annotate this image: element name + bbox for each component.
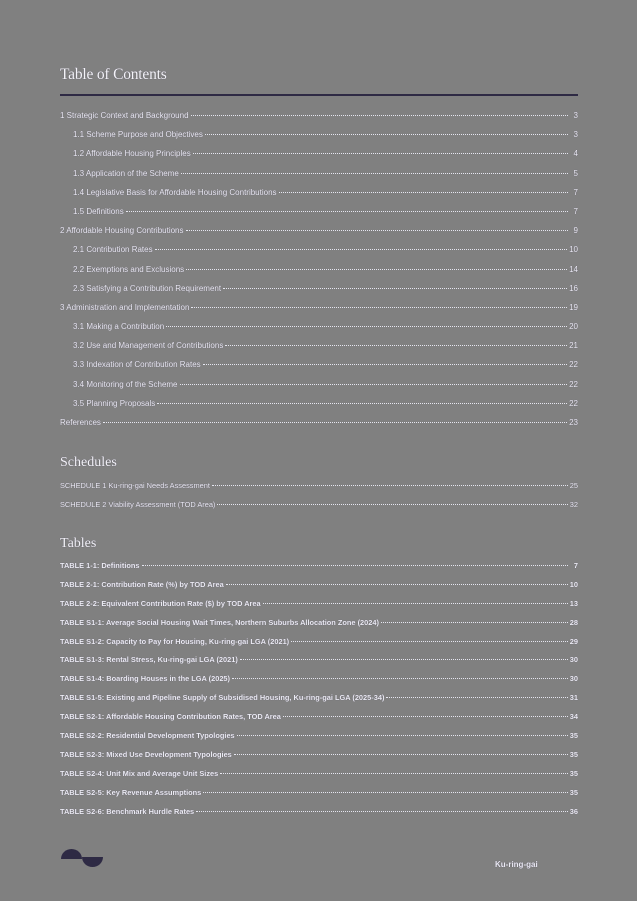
- dot-leader: [283, 716, 568, 717]
- toc-entry-page: 3: [573, 111, 578, 120]
- toc-entry-label: TABLE 2-1: Contribution Rate (%) by TOD Area: [60, 579, 224, 589]
- toc-entry-label: 3.5 Planning Proposals: [73, 398, 156, 408]
- toc-entry[interactable]: [60, 298, 578, 317]
- tables-heading: Tables: [60, 536, 97, 551]
- dot-leader: [166, 326, 567, 327]
- toc-entry-page: 32: [569, 500, 578, 510]
- dot-leader: [225, 345, 567, 346]
- toc-entry[interactable]: [60, 355, 578, 374]
- dot-leader: [232, 678, 568, 679]
- title-divider: [60, 94, 578, 96]
- toc-entry[interactable]: [60, 708, 578, 727]
- toc-entry[interactable]: [60, 260, 578, 279]
- toc-entry-label: TABLE S1-1: Average Social Housing Wait Times, Northern Suburbs Allocation Zone (2024): [60, 617, 379, 627]
- dot-leader: [237, 735, 568, 736]
- toc-entry-label: 1.2 Affordable Housing Principles: [73, 149, 191, 159]
- wave-logo-icon: [61, 848, 103, 868]
- toc-entry[interactable]: [60, 164, 578, 183]
- toc-entry-label: 2.1 Contribution Rates: [73, 245, 153, 255]
- dot-leader: [193, 153, 568, 154]
- toc-entry-page: 20: [569, 322, 578, 332]
- dot-leader: [291, 641, 568, 642]
- toc-entry-label: 3.2 Use and Management of Contributions: [73, 341, 224, 351]
- toc-entry-label: TABLE S1-4: Boarding Houses in the LGA (2025): [60, 674, 231, 684]
- toc-entry-label: TABLE S2-5: Key Revenue Assumptions: [60, 787, 202, 797]
- toc-entry[interactable]: [60, 689, 578, 708]
- toc-entry-page: 4: [573, 149, 578, 159]
- dot-leader: [126, 211, 568, 212]
- dot-leader: [234, 754, 568, 755]
- tables-list: [60, 557, 578, 821]
- toc-entry[interactable]: [60, 279, 578, 298]
- toc-entry[interactable]: [60, 125, 578, 144]
- toc-entry-label: 2.3 Satisfying a Contribution Requirement: [73, 283, 222, 293]
- toc-entry[interactable]: [60, 633, 578, 652]
- toc-entry-label: 3.1 Making a Contribution: [73, 322, 165, 332]
- toc-entry-page: 28: [569, 617, 578, 627]
- toc-entry[interactable]: [60, 614, 578, 633]
- toc-entry-label: TABLE S1-5: Existing and Pipeline Supply of Subsidised Housing, Ku-ring-gai LGA (2025-34): [60, 693, 385, 703]
- toc-entry-page: 22: [569, 379, 578, 389]
- toc-entry[interactable]: [60, 183, 578, 202]
- toc-entry-label: 2 Affordable Housing Contributions: [60, 226, 184, 236]
- toc-entry-page: 31: [569, 693, 578, 703]
- dot-leader: [240, 659, 568, 660]
- toc-entry-label: TABLE S2-6: Benchmark Hurdle Rates: [60, 806, 195, 816]
- toc-entry-label: 3.4 Monitoring of the Scheme: [73, 379, 178, 389]
- toc-entry[interactable]: [60, 413, 578, 432]
- toc-entry-label: 3 Administration and Implementation: [60, 302, 190, 312]
- toc-entry-label: SCHEDULE 2 Viability Assessment (TOD Area): [60, 500, 216, 510]
- toc-entry[interactable]: [60, 557, 578, 576]
- dot-leader: [157, 403, 567, 404]
- toc-entry-label: TABLE S2-4: Unit Mix and Average Unit Sizes: [60, 768, 219, 778]
- toc-entry[interactable]: [60, 106, 578, 125]
- toc-entry-label: 1.5 Definitions: [73, 206, 124, 216]
- toc-entry-label: TABLE S2-1: Affordable Housing Contribution Rates, TOD Area: [60, 712, 281, 722]
- dot-leader: [186, 230, 569, 231]
- toc-entry[interactable]: [60, 317, 578, 336]
- dot-leader: [212, 485, 568, 486]
- toc-entry-page: 10: [569, 579, 578, 589]
- contents-list: [60, 106, 578, 432]
- toc-entry[interactable]: [60, 336, 578, 355]
- toc-entry-label: TABLE 2-2: Equivalent Contribution Rate ($) by TOD Area: [60, 598, 261, 608]
- dot-leader: [263, 603, 568, 604]
- toc-entry-label: 1.3 Application of the Scheme: [73, 168, 179, 178]
- toc-entry[interactable]: [60, 595, 578, 614]
- toc-entry-page: 7: [573, 206, 578, 216]
- toc-entry-page: 13: [569, 598, 578, 608]
- dot-leader: [220, 773, 568, 774]
- toc-entry-page: 34: [569, 712, 578, 722]
- page-title: Table of Contents: [60, 66, 167, 83]
- toc-entry[interactable]: [60, 221, 578, 240]
- dot-leader: [191, 307, 567, 308]
- toc-entry-page: 22: [569, 360, 578, 370]
- toc-entry-label: 1 Strategic Context and Background: [60, 111, 189, 120]
- toc-entry-page: 35: [569, 731, 578, 741]
- toc-entry[interactable]: [60, 202, 578, 221]
- dot-leader: [223, 288, 567, 289]
- toc-entry[interactable]: [60, 476, 578, 495]
- toc-entry-label: TABLE S2-3: Mixed Use Development Typologies: [60, 749, 232, 759]
- toc-entry[interactable]: [60, 144, 578, 163]
- toc-entry[interactable]: [60, 394, 578, 413]
- schedules-heading: Schedules: [60, 455, 117, 470]
- toc-entry-page: 29: [569, 636, 578, 646]
- toc-entry[interactable]: [60, 746, 578, 765]
- toc-entry[interactable]: [60, 803, 578, 822]
- toc-entry-page: 14: [569, 264, 578, 274]
- toc-entry-page: 25: [569, 481, 578, 490]
- dot-leader: [386, 697, 567, 698]
- toc-entry[interactable]: [60, 576, 578, 595]
- toc-entry[interactable]: [60, 727, 578, 746]
- footer-label: Ku-ring-gai: [495, 860, 538, 869]
- dot-leader: [103, 422, 567, 423]
- toc-entry-label: 2.2 Exemptions and Exclusions: [73, 264, 185, 274]
- toc-entry-label: TABLE 1-1: Definitions: [60, 561, 140, 570]
- toc-entry-label: 3.3 Indexation of Contribution Rates: [73, 360, 201, 370]
- toc-entry-page: 16: [569, 283, 578, 293]
- toc-entry-page: 3: [573, 130, 578, 140]
- dot-leader: [203, 792, 567, 793]
- toc-entry-page: 7: [573, 561, 578, 570]
- toc-entry-page: 19: [569, 302, 578, 312]
- dot-leader: [279, 192, 568, 193]
- toc-entry[interactable]: [60, 375, 578, 394]
- document-page: [60, 0, 578, 901]
- dot-leader: [191, 115, 568, 116]
- toc-entry[interactable]: [60, 784, 578, 803]
- toc-entry[interactable]: [60, 670, 578, 689]
- toc-entry-page: 35: [569, 749, 578, 759]
- dot-leader: [205, 134, 568, 135]
- toc-entry-page: 23: [569, 418, 578, 427]
- dot-leader: [155, 249, 567, 250]
- toc-entry-label: 1.4 Legislative Basis for Affordable Housing Contributions: [73, 187, 277, 197]
- toc-entry-label: 1.1 Scheme Purpose and Objectives: [73, 130, 203, 140]
- dot-leader: [196, 811, 568, 812]
- toc-entry-page: 5: [573, 168, 578, 178]
- toc-entry-page: 35: [569, 768, 578, 778]
- toc-entry-page: 36: [569, 806, 578, 816]
- dot-leader: [142, 565, 568, 566]
- toc-entry[interactable]: [60, 240, 578, 259]
- toc-entry-page: 9: [573, 226, 578, 236]
- toc-entry-label: References: [60, 418, 101, 427]
- toc-entry-page: 30: [569, 655, 578, 665]
- dot-leader: [186, 269, 567, 270]
- toc-entry-label: TABLE S1-3: Rental Stress, Ku-ring-gai LGA (2021): [60, 655, 238, 665]
- toc-entry[interactable]: [60, 495, 578, 514]
- dot-leader: [180, 384, 568, 385]
- schedules-list: [60, 476, 578, 514]
- toc-entry-page: 7: [573, 187, 578, 197]
- toc-entry-page: 30: [569, 674, 578, 684]
- toc-entry-page: 10: [569, 245, 578, 255]
- toc-entry-label: TABLE S1-2: Capacity to Pay for Housing, Ku-ring-gai LGA (2021): [60, 636, 290, 646]
- toc-entry-page: 35: [569, 787, 578, 797]
- toc-entry[interactable]: [60, 765, 578, 784]
- toc-entry-page: 22: [569, 398, 578, 408]
- dot-leader: [226, 584, 568, 585]
- dot-leader: [203, 364, 567, 365]
- toc-entry[interactable]: [60, 651, 578, 670]
- toc-entry-label: SCHEDULE 1 Ku-ring-gai Needs Assessment: [60, 481, 210, 490]
- dot-leader: [217, 504, 567, 505]
- toc-entry-label: TABLE S2-2: Residential Development Typologies: [60, 731, 235, 741]
- toc-entry-page: 21: [569, 341, 578, 351]
- dot-leader: [381, 622, 568, 623]
- dot-leader: [181, 173, 568, 174]
